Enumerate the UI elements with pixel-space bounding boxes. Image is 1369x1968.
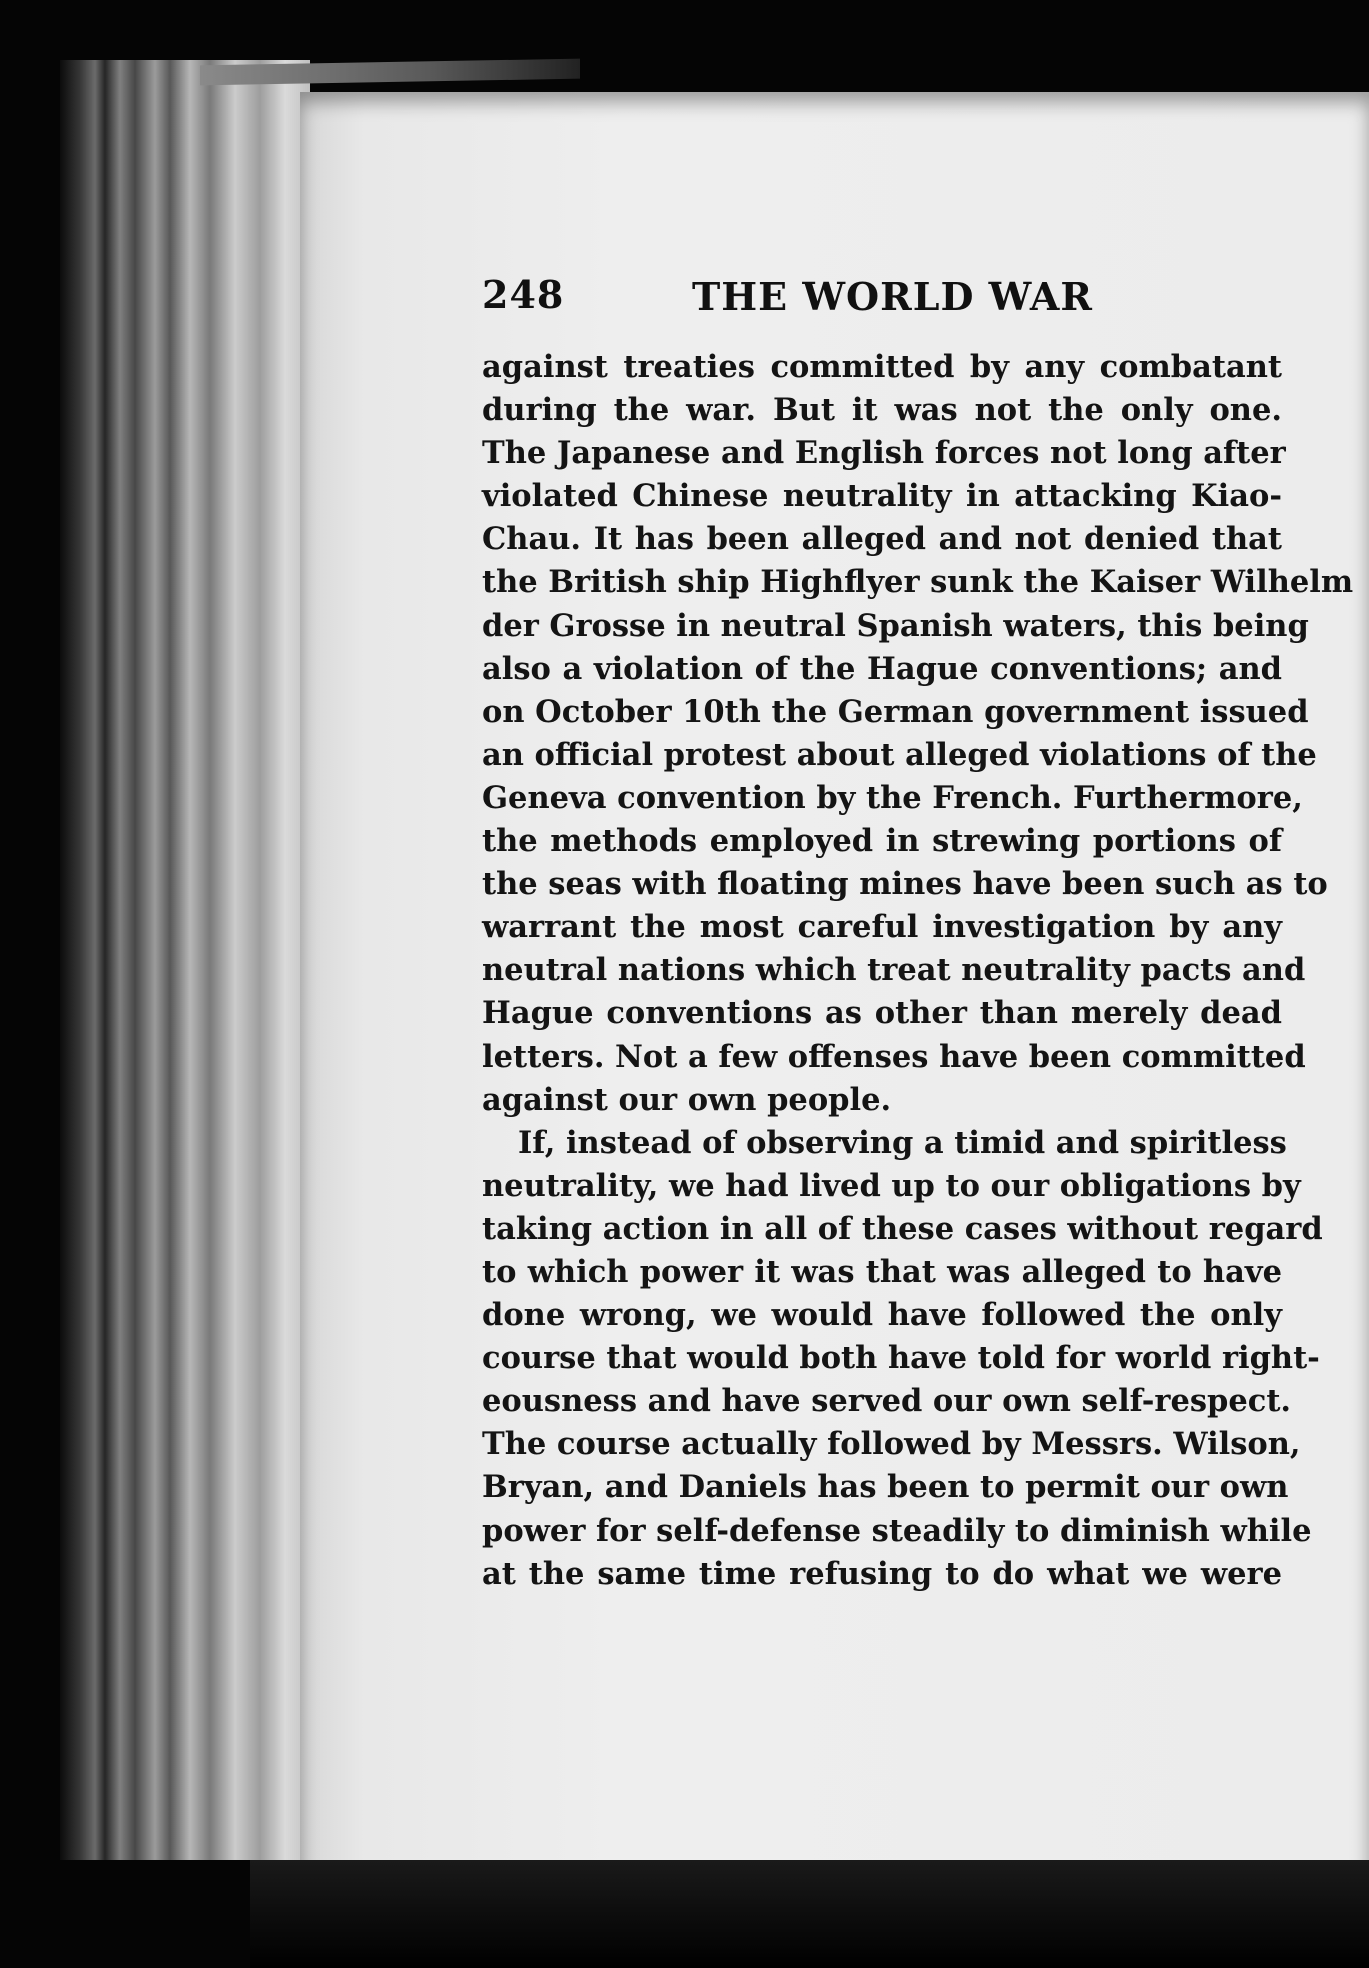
paragraph-2 (482, 1122, 1323, 1596)
text-line: Geneva convention by the French. Furthermore, (482, 779, 1303, 816)
text-line: on October 10th the German government issued (482, 693, 1309, 730)
text-line: violated Chinese neutrality in attacking Kiao- (482, 478, 1282, 515)
text-line: course that would both have told for world right- (482, 1340, 1320, 1377)
text-line: to which power it was that was alleged to have (482, 1253, 1282, 1290)
text-line: The Japanese and English forces not long after (482, 435, 1286, 472)
text-line: taking action in all of these cases without regard (482, 1210, 1323, 1247)
text-line: If, instead of observing a timid and spiritless (518, 1124, 1287, 1161)
text-line: der Grosse in neutral Spanish waters, this being (482, 607, 1309, 644)
text-line: at the same time refusing to do what we were (482, 1555, 1282, 1592)
text-line: power for self-defense steadily to diminish while (482, 1512, 1312, 1549)
paragraph-1 (482, 346, 1354, 1122)
page-header (482, 272, 1282, 322)
text-line: warrant the most careful investigation by any (482, 909, 1282, 946)
text-line: the British ship Highflyer sunk the Kaiser Wilhelm (482, 564, 1354, 601)
book-page-edges (60, 60, 310, 1860)
running-title: THE WORLD WAR (692, 274, 1093, 319)
bottom-shadow (250, 1860, 1369, 1968)
text-line: the seas with floating mines have been such as to (482, 866, 1328, 903)
text-line: The course actually followed by Messrs. Wilson, (482, 1426, 1301, 1463)
text-line: during the war. But it was not the only one. (482, 392, 1282, 429)
text-line: Chau. It has been alleged and not denied that (482, 521, 1282, 558)
text-line: Hague conventions as other than merely dead (482, 995, 1282, 1032)
text-line: done wrong, we would have followed the only (482, 1297, 1282, 1334)
text-line: neutrality, we had lived up to our obligations by (482, 1167, 1301, 1204)
text-line: letters. Not a few offenses have been committed (482, 1038, 1306, 1075)
text-line: Bryan, and Daniels has been to permit our own (482, 1469, 1289, 1506)
text-line: an official protest about alleged violations of the (482, 736, 1317, 773)
text-line: against treaties committed by any combatant (482, 349, 1282, 385)
text-line: neutral nations which treat neutrality pacts and (482, 952, 1306, 989)
text-line: against our own people. (482, 1081, 892, 1118)
page-number: 248 (482, 272, 565, 317)
body-text (482, 346, 1354, 1596)
text-line: eousness and have served our own self-respect. (482, 1383, 1292, 1420)
text-line: the methods employed in strewing portions of (482, 823, 1282, 860)
text-line: also a violation of the Hague conventions; and (482, 650, 1282, 687)
